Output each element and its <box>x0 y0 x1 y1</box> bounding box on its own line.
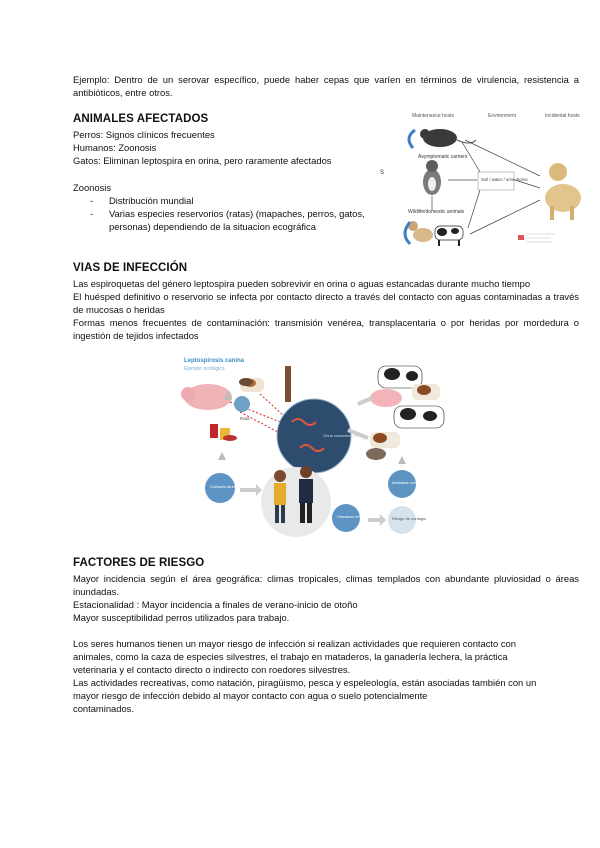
right-arrow-icon <box>240 484 262 496</box>
riesgo-p4-line: veterinaria y el contacto directo o indirecto con roedores silvestres. <box>73 664 351 675</box>
vias-p1: Las espiroquetas del género leptospira pueden sobrevivir en orina o aguas estancadas durante mucho tiempo <box>73 278 531 289</box>
cows-group-icon <box>370 366 440 407</box>
zoonosis-title: Zoonosis <box>73 182 112 193</box>
fig2-title: Leptospirosis canina <box>184 358 245 364</box>
riesgo-p2: Estacionalidad : Mayor incidencia a finales de verano-inicio de otoño <box>73 599 358 610</box>
host-cycle-figure <box>380 110 585 255</box>
maintenance-hosts-label: Maintenance hosts <box>412 113 454 119</box>
fig2-subtitle: Ejemplo ecológico <box>184 366 225 372</box>
riesgo-p3: Mayor susceptibilidad perros utilizados para trabajo. <box>73 612 290 623</box>
animales-heading: ANIMALES AFECTADOS <box>73 113 209 125</box>
riesgo-p4-line: animales, como la caza de especies silvestres, el trabajo en mataderos, la ganadería lechera, la práctica <box>73 651 508 662</box>
vias-p2: El huésped definitivo o reservorio se infecta por contacto directo a través del contacto con aguas contaminadas a través de mucosas o heridas <box>73 291 579 315</box>
riesgo-p4-line: Las actividades recreativas, como natación, piragüismo, pesca y espeleología, están asociadas también con un <box>73 677 537 688</box>
cows-lower-icon <box>366 406 444 460</box>
riesgo-p4-line: contaminados. <box>73 703 134 714</box>
center-label: Soil / water / urine-borne <box>481 177 528 182</box>
riesgo-p4-line: mayor riesgo de infección debido al mayor contacto con agua o suelo potencialmente <box>73 690 428 701</box>
incidental-hosts-label: Incidental hosts <box>545 113 580 119</box>
fig2-label-animals: Animales contaminados <box>392 480 435 485</box>
vias-p3: Formas menos frecuentes de contaminación: transmisión venérea, transplacentaria o por heridas por mordedura o ingestión de tejidos infectados <box>73 317 579 341</box>
small-dog-icon <box>408 221 433 242</box>
animales-line: Perros: Signos clínicos frecuentes <box>73 129 215 140</box>
legend-lines <box>526 234 555 242</box>
labrador-dog-icon <box>545 163 581 220</box>
right-arrow-icon <box>358 398 372 404</box>
riesgo-heading: FACTORES DE RIESGO <box>73 557 205 569</box>
riesgo-p4-line: Los seres humanos tienen un mayor riesgo de infección si realizan actividades que requieren contacto con <box>73 638 516 649</box>
box2-label: Wildlife/domestic animals <box>408 209 465 215</box>
zoonosis-bullet: - Distribución mundial <box>73 194 369 207</box>
pig-icon <box>181 384 232 410</box>
animales-list <box>73 128 373 167</box>
leptospirosis-figure <box>180 352 450 542</box>
cat-icon <box>423 160 441 195</box>
down-arrow-icon <box>218 452 226 460</box>
fig2-label-rat: Rata <box>240 416 250 421</box>
people-circle <box>261 467 331 537</box>
down-arrow-icon <box>398 456 406 464</box>
food-items-icon <box>210 424 237 441</box>
zoonosis-bullet: - Varias especies reservorios (ratas) (mapaches, perros, gatos, personas) dependiendo de la situacion ecográfica <box>73 207 369 233</box>
cow-icon <box>435 226 463 246</box>
post-icon <box>285 366 291 402</box>
host-cycle-diagram <box>380 110 585 255</box>
intro-paragraph: Ejemplo: Dentro de un serovar específico, puede haber cepas que varíen en términos de virulencia, resistencia a antibióticos, entre otros. <box>73 74 579 98</box>
rat-icon <box>239 378 253 386</box>
side-label: S <box>380 170 385 176</box>
cycle-arrow-icon <box>405 222 410 244</box>
leptospirosis-illustration <box>180 352 450 542</box>
zoonosis-bullets <box>73 194 369 233</box>
fig2-label-contact: Contacto directo <box>210 484 240 489</box>
riesgo-p1: Mayor incidencia según el área geográfica: climas tropicales, climas templados con abundante pluviosidad o áreas inundadas. <box>73 573 579 597</box>
animales-line: Humanos: Zoonosis <box>73 142 157 153</box>
rat-icon <box>420 129 476 147</box>
fig2-label-humans: Humanos infectados <box>337 514 374 519</box>
small-circle-icon <box>234 396 250 412</box>
fig2-label-risk: Riesgo de contagio <box>392 516 427 521</box>
box1-label: Asymptomatic carriers <box>418 154 468 160</box>
environment-label: Environment <box>488 113 517 119</box>
vias-heading: VIAS DE INFECCIÓN <box>73 262 188 274</box>
cycle-arrow-icon <box>409 130 415 148</box>
riesgo-p4 <box>73 637 583 715</box>
legend-swatch <box>518 235 524 240</box>
animales-line: Gatos: Eliminan leptospira en orina, pero raramente afectados <box>73 155 332 166</box>
fig2-label-urine: Orina contaminada <box>323 433 357 438</box>
